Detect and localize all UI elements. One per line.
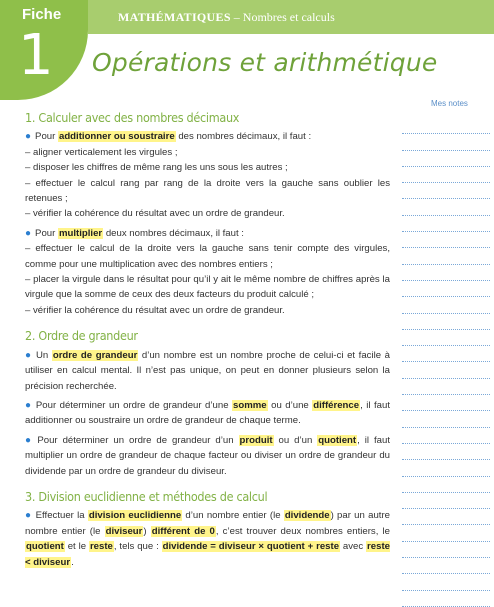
note-line [402,395,490,411]
text-line [25,129,390,144]
highlighted-term: ordre de grandeur [52,349,138,361]
text-line [25,398,390,429]
note-line [402,167,490,183]
note-line [402,183,490,199]
note-line [402,411,490,427]
text-line [25,348,390,394]
text-run: ) par un autre nombre entier (le [25,510,390,537]
paragraph [25,226,390,318]
highlighted-term: reste < diviseur [25,541,390,568]
note-line [402,460,490,476]
text-run: , il faut additionner ou soustraire un ordre de grandeur de chaque terme. [25,399,390,427]
note-line [402,444,490,460]
text-run: – placer la virgule dans le résultat pour qu’il y ait le même nombre de chiffres après la virgule que la somme de ceux des deux facteurs du produit calculé ; [25,274,390,301]
highlighted-term: diviseur [105,525,143,537]
page-title: Opérations et arithmétique [92,48,438,77]
text-run: – disposer les chiffres de même rang les uns sous les autres ; [25,162,288,174]
text-run: – effectuer le calcul rang par rang de la droite vers la gauche sans oublier les retenues ; [25,177,390,205]
note-line [402,574,490,590]
text-run: ou d’un [273,434,318,446]
header-text [118,10,335,25]
highlighted-term: somme [233,399,267,411]
note-line [402,542,490,558]
fiche-label: Fiche [22,6,62,23]
note-line [402,118,490,134]
highlighted-term: quotient [26,541,64,553]
note-line [402,379,490,395]
text-run: – effectuer le calcul de la droite vers la gauche sans tenir compte des virgules, comme pour une multiplication avec des nombres entiers ; [25,243,390,270]
text-run: , tels que : [113,541,162,553]
section-title: 1. Calculer avec des nombres décimaux [25,110,240,125]
notes-title: Mes notes [431,99,468,108]
note-line [402,248,490,264]
text-line [25,160,390,175]
paragraph [25,348,390,394]
text-run: Un [35,349,52,361]
text-line [25,241,390,272]
note-line [402,591,490,607]
note-line [402,297,490,313]
text-run: ) [143,525,151,537]
note-line [402,558,490,574]
paragraph [25,398,390,429]
section-title: 3. Division euclidienne et méthodes de calcul [25,488,268,504]
text-run: d’un nombre entier (le [182,510,284,522]
note-line [402,525,490,541]
text-run: Pour [35,227,58,239]
bullet-icon: ● [25,349,32,361]
header-bar [88,0,494,34]
text-run: d’un nombre est un nombre proche de celui-ci et facile à utiliser en calcul mental. Il n’est pas unique, on peut en donner plusieurs selon la précision recherchée. [25,349,390,392]
bullet-icon: ● [25,227,32,239]
note-line [402,281,490,297]
bullet-icon: ● [25,434,34,446]
text-line [25,508,390,570]
text-line [25,226,390,241]
note-line [402,428,490,444]
paragraph [25,129,390,221]
header-separator: – [230,10,243,24]
text-run: Pour [35,131,58,143]
highlighted-term: division euclidienne [88,510,182,522]
text-line [25,206,390,221]
text-run: et le [64,541,89,553]
highlighted-term: dividende = diviseur × quotient + reste [162,541,340,553]
note-line [402,151,490,167]
highlighted-term: additionner ou soustraire [58,131,175,143]
highlighted-term: multiplier [58,227,103,239]
text-run: – vérifier la cohérence du résultat avec un ordre de grandeur. [25,304,285,316]
text-run: ou d’une [267,399,313,411]
text-line [25,272,390,303]
text-run: Pour déterminer un ordre de grandeur d’un [37,434,239,446]
text-run: Pour déterminer un ordre de grandeur d’une [35,399,233,411]
paragraph [25,433,390,479]
highlighted-term: dividende [284,510,330,522]
text-run: – aligner verticalement les virgules ; [25,146,178,158]
text-run: des nombres décimaux, il faut : [175,131,312,143]
fiche-number: 1 [18,23,54,88]
section-title: 2. Ordre de grandeur [25,328,138,344]
note-line [402,493,490,509]
note-line [402,330,490,346]
main-content [25,110,390,570]
note-line [402,346,490,362]
note-line [402,362,490,378]
note-line [402,477,490,493]
bullet-icon: ● [25,399,32,411]
text-run: deux nombres décimaux, il faut : [103,227,244,239]
highlighted-term: différence [313,399,360,411]
note-line [402,232,490,248]
highlighted-term: produit [239,434,273,446]
notes-area [402,118,490,607]
highlighted-term: quotient [318,434,357,446]
note-line [402,314,490,330]
header-topic: Nombres et calculs [242,10,335,24]
highlighted-term: différent de 0 [151,525,215,537]
text-line [25,433,390,479]
fiche-tab [0,0,88,100]
note-line [402,216,490,232]
highlighted-term: reste [89,541,113,553]
bullet-icon: ● [25,131,32,143]
text-run: – vérifier la cohérence du résultat avec un ordre de grandeur. [25,208,285,220]
text-run: . [71,556,74,568]
text-line [25,145,390,160]
header-subject: MATHÉMATIQUES [118,10,231,24]
text-run: , il faut multiplier un ordre de grandeur de chaque facteur ou diviser un ordre de grandeur du dividende par un ordre de grandeur du diviseur. [25,434,390,477]
text-run: Effectuer la [35,510,88,522]
note-line [402,199,490,215]
text-line [25,176,390,207]
note-line [402,265,490,281]
paragraph [25,508,390,570]
note-line [402,134,490,150]
text-line [25,303,390,318]
note-line [402,509,490,525]
text-run: avec [340,541,367,553]
text-run: , c’est trouver deux nombres entiers, le [215,525,390,537]
bullet-icon: ● [25,510,32,522]
